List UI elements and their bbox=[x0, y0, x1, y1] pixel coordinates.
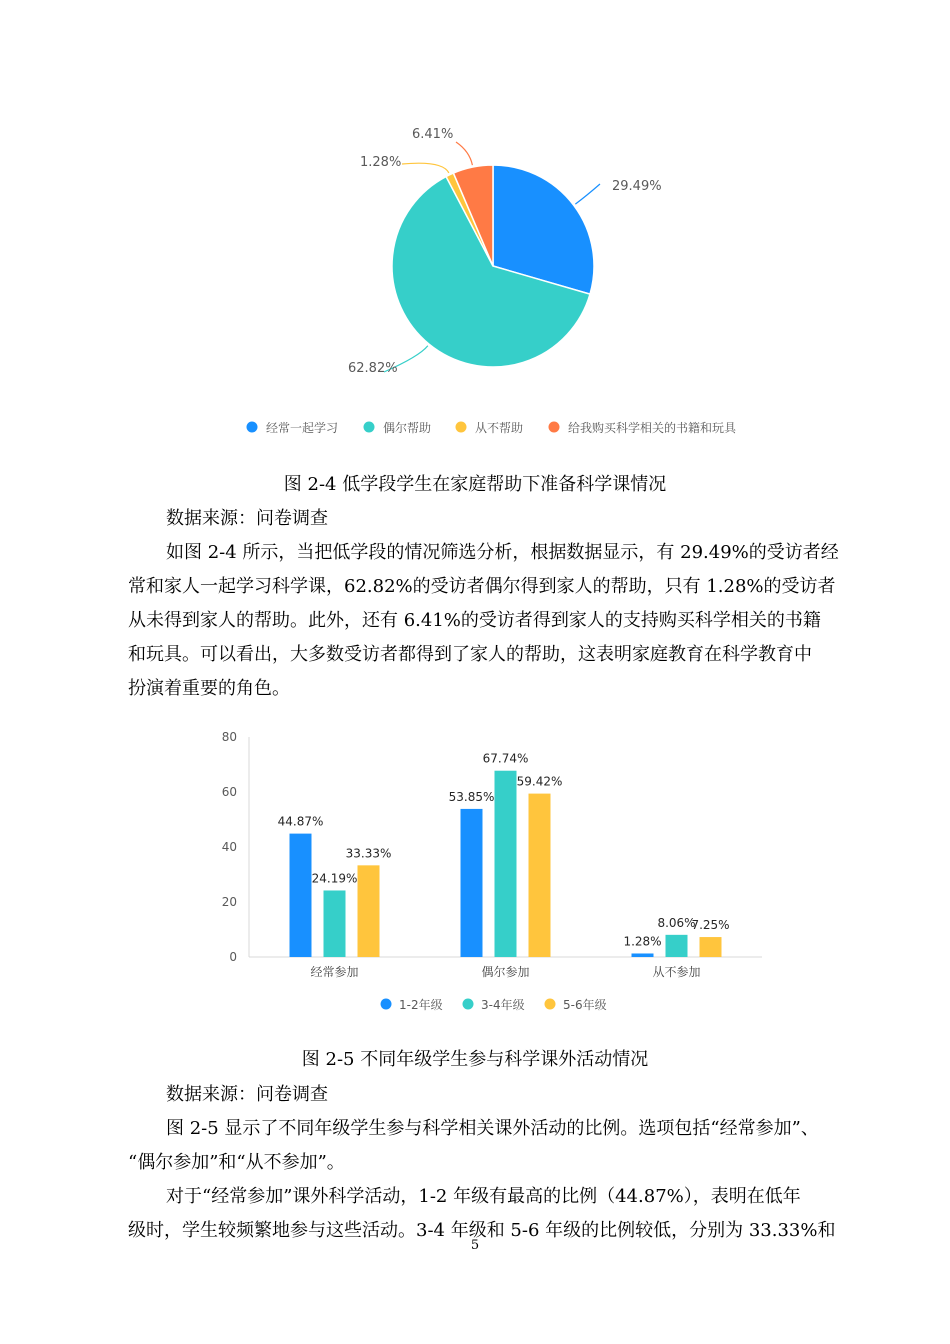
pie-data-label-2: 62.82% bbox=[348, 361, 398, 376]
bar-data-label-1-2: 24.19% bbox=[311, 871, 358, 886]
bar-2-2 bbox=[495, 771, 517, 957]
pie-legend-label-1: 经常一起学习 bbox=[266, 421, 339, 435]
pie-legend-marker-4 bbox=[549, 422, 560, 433]
figure-2-5-caption: 图 2-5 不同年级学生参与科学课外活动情况 bbox=[301, 1049, 649, 1070]
bar-data-label-3-2: 8.06% bbox=[657, 915, 696, 930]
paragraph-line: 常和家人一起学习科学课，62.82%的受访者偶尔得到家人的帮助，只有 1.28%的受访者 bbox=[128, 576, 836, 597]
page-number: 5 bbox=[470, 1238, 480, 1253]
pie-data-label-4: 6.41% bbox=[412, 127, 454, 142]
paragraph-line: “偶尔参加”和“从不参加”。 bbox=[128, 1152, 345, 1173]
pie-leader-line-1 bbox=[575, 184, 600, 204]
y-tick-label: 20 bbox=[221, 895, 237, 909]
bar-data-label-3-1: 1.28% bbox=[623, 934, 662, 949]
paragraph-line: 从未得到家人的帮助。此外，还有 6.41%的受访者得到家人的支持购买科学相关的书籍 bbox=[128, 610, 821, 631]
bar-legend-label-1: 1-2年级 bbox=[399, 998, 443, 1012]
pie-legend-marker-1 bbox=[247, 422, 258, 433]
pie-data-label-3: 1.28% bbox=[360, 155, 402, 170]
bar-data-label-1-3: 33.33% bbox=[345, 846, 392, 861]
x-category-label-2: 偶尔参加 bbox=[481, 965, 530, 979]
bar-legend-marker-3 bbox=[545, 999, 556, 1010]
pie-chart bbox=[348, 127, 662, 376]
bar-data-label-2-2: 67.74% bbox=[482, 751, 529, 766]
bar-data-label-2-3: 59.42% bbox=[516, 774, 563, 789]
pie-legend-label-3: 从不帮助 bbox=[475, 421, 524, 435]
x-category-label-3: 从不参加 bbox=[652, 965, 701, 979]
y-tick-label: 0 bbox=[229, 950, 237, 964]
paragraph-line: 扮演着重要的角色。 bbox=[128, 678, 290, 699]
bar-3-1 bbox=[632, 953, 654, 957]
bar-3-3 bbox=[700, 937, 722, 957]
bar-legend-label-2: 3-4年级 bbox=[481, 998, 525, 1012]
bar-1-3 bbox=[358, 865, 380, 957]
bar-legend-marker-1 bbox=[381, 999, 392, 1010]
bar-2-1 bbox=[461, 809, 483, 957]
y-tick-label: 40 bbox=[221, 840, 237, 854]
figure-2-4-caption: 图 2-4 低学段学生在家庭帮助下准备科学课情况 bbox=[283, 474, 667, 495]
paragraph-figure-2-4-analysis bbox=[128, 536, 863, 706]
paragraph-line: 和玩具。可以看出，大多数受访者都得到了家人的帮助，这表明家庭教育在科学教育中 bbox=[128, 644, 812, 665]
paragraph-line: 对于“经常参加”课外科学活动，1-2 年级有最高的比例（44.87%），表明在低年 bbox=[166, 1186, 801, 1207]
bar-1-1 bbox=[290, 834, 312, 957]
pie-leader-line-4 bbox=[456, 142, 472, 165]
paragraph-line: 如图 2-4 所示，当把低学段的情况筛选分析，根据数据显示，有 29.49%的受访者经 bbox=[166, 542, 839, 563]
y-tick-label: 80 bbox=[221, 730, 237, 744]
bar-1-2 bbox=[324, 890, 346, 957]
bar-data-label-3-3: 7.25% bbox=[691, 918, 730, 933]
bar-data-label-1-1: 44.87% bbox=[277, 814, 324, 829]
figure-2-5-source: 数据来源：问卷调查 bbox=[166, 1084, 328, 1105]
pie-legend-marker-3 bbox=[456, 422, 467, 433]
bar-2-3 bbox=[529, 794, 551, 957]
x-category-label-1: 经常参加 bbox=[310, 965, 359, 979]
pie-legend bbox=[247, 420, 738, 435]
pie-leader-line-3 bbox=[402, 163, 449, 173]
pie-legend-marker-2 bbox=[364, 422, 375, 433]
bar-legend-marker-2 bbox=[463, 999, 474, 1010]
pie-legend-label-4: 给我购买科学相关的书籍和玩具 bbox=[568, 421, 737, 435]
bar-legend-label-3: 5-6年级 bbox=[563, 998, 607, 1012]
y-tick-label: 60 bbox=[221, 785, 237, 799]
figure-2-4-source: 数据来源：问卷调查 bbox=[166, 508, 328, 529]
bar-data-label-2-1: 53.85% bbox=[448, 789, 495, 804]
bar-legend bbox=[381, 997, 607, 1012]
pie-data-label-1: 29.49% bbox=[612, 179, 662, 194]
bar-chart bbox=[222, 730, 762, 979]
paragraph-line: 图 2-5 显示了不同年级学生参与科学相关课外活动的比例。选项包括“经常参加”、 bbox=[166, 1118, 819, 1139]
bar-3-2 bbox=[666, 935, 688, 957]
paragraph-figure-2-5-intro bbox=[128, 1112, 863, 1180]
paragraph-line: 级时，学生较频繁地参与这些活动。3-4 年级和 5-6 年级的比例较低，分别为 33.33%和 bbox=[128, 1220, 836, 1241]
pie-legend-label-2: 偶尔帮助 bbox=[383, 421, 432, 435]
